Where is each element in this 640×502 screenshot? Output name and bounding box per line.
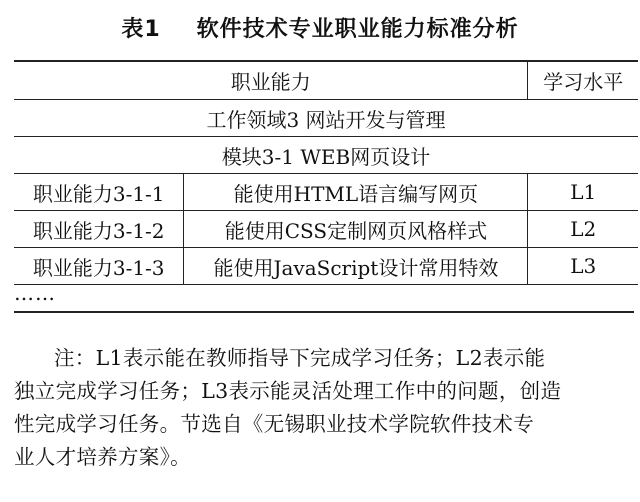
header-level: 学习水平 <box>528 61 638 100</box>
table-row <box>14 174 638 211</box>
note-line: 注：L1表示能在教师指导下完成学习任务；L2表示能 <box>54 346 546 370</box>
table-number: 表1 <box>121 17 161 42</box>
module-row <box>14 137 638 174</box>
table-note <box>14 342 634 474</box>
competency-level: L3 <box>528 248 638 285</box>
table-header-row <box>14 61 638 100</box>
competency-table <box>14 60 638 285</box>
table-row <box>14 211 638 248</box>
competency-level: L2 <box>528 211 638 248</box>
module-cell: 模块3-1 WEB网页设计 <box>14 137 638 174</box>
domain-row <box>14 100 638 137</box>
competency-code: 职业能力3-1-3 <box>14 248 184 285</box>
competency-code: 职业能力3-1-1 <box>14 174 184 211</box>
note-line: 业人才培养方案》。 <box>14 445 191 469</box>
competency-level: L1 <box>528 174 638 211</box>
competency-desc: 能使用JavaScript设计常用特效 <box>184 248 528 285</box>
competency-desc: 能使用HTML语言编写网页 <box>184 174 528 211</box>
table-title: 软件技术专业职业能力标准分析 <box>196 17 519 42</box>
note-line: 性完成学习任务。节选自《无锡职业技术学院软件技术专 <box>14 412 534 436</box>
competency-code: 职业能力3-1-2 <box>14 211 184 248</box>
header-competency: 职业能力 <box>14 61 528 100</box>
table-row <box>14 248 638 285</box>
note-line: 独立完成学习任务；L3表示能灵活处理工作中的问题，创造 <box>14 379 562 403</box>
work-domain-cell: 工作领域3 网站开发与管理 <box>14 100 638 137</box>
table-caption <box>0 12 640 43</box>
competency-desc: 能使用CSS定制网页风格样式 <box>184 211 528 248</box>
table-ellipsis: …… <box>14 281 634 313</box>
